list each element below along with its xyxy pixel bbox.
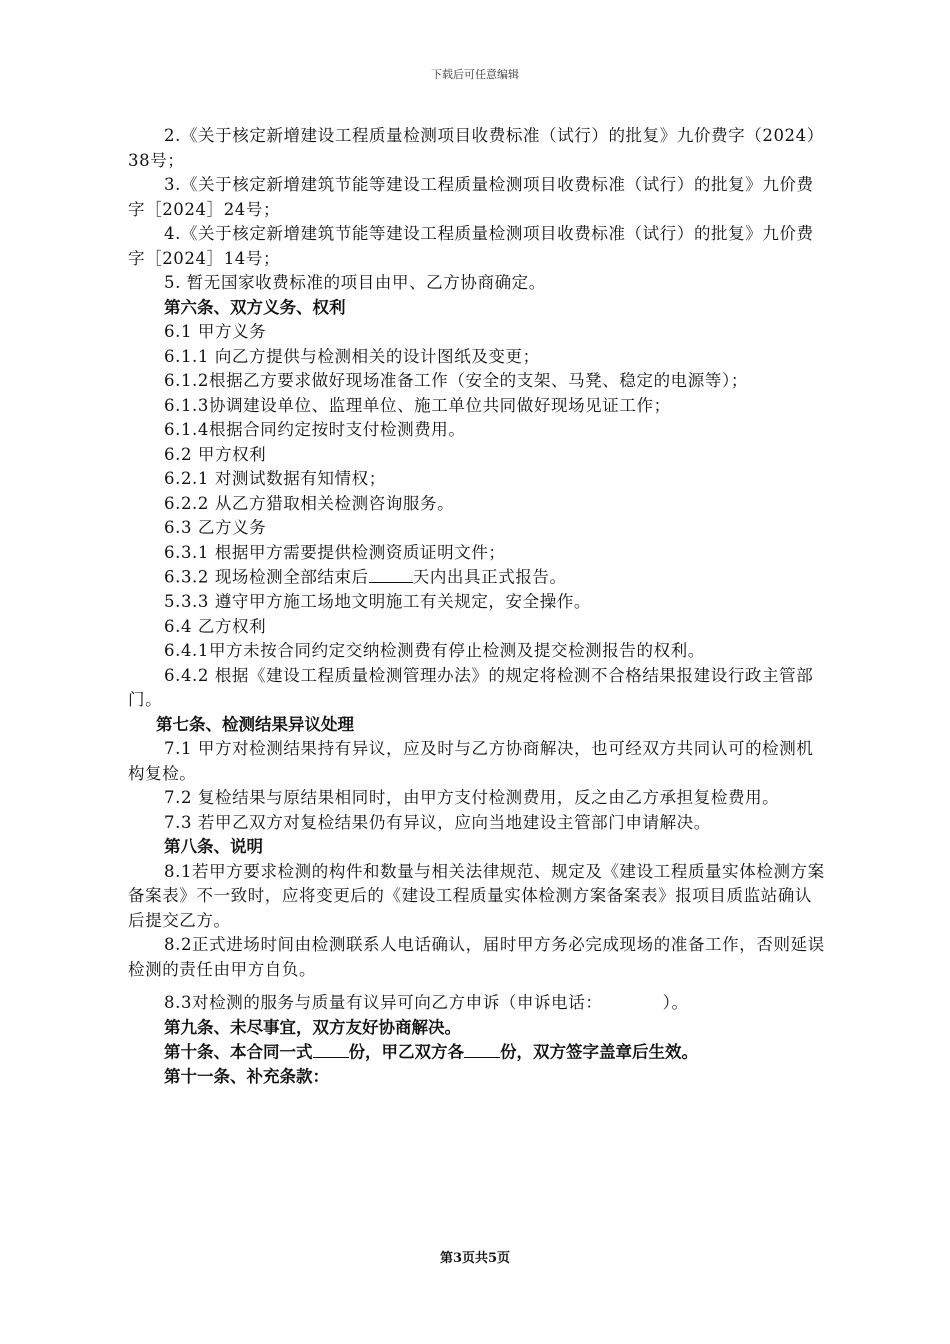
- article-11-heading: 第十一条、补充条款：: [164, 1067, 329, 1086]
- section-6-4-2: 6.4.2 根据《建设工程质量检测管理办法》的规定将检测不合格结果报建设行政主管部门。: [128, 665, 814, 709]
- article-10-heading: [128, 1040, 828, 1065]
- section-6-1-3: 6.1.3协调建设单位、监理单位、施工单位共同做好现场见证工作；: [164, 395, 671, 415]
- section-6-4: 6.4 乙方权利: [164, 616, 267, 636]
- section-6-3-2-text-b: 天内出具正式报告。: [412, 567, 567, 587]
- section-5-3-3: 5.3.3 遵守甲方施工场地文明施工有关规定，安全操作。: [164, 592, 592, 611]
- section-6-1-1: 6.1.1 向乙方提供与检测相关的设计图纸及变更；: [164, 346, 540, 366]
- article-10-text-b: 份，甲乙双方各: [348, 1042, 464, 1062]
- article-7-heading: 第七条、检测结果异议处理: [156, 714, 354, 734]
- page-footer: 第3页共5页: [439, 1251, 511, 1266]
- article-9-heading: 第九条、未尽事宜，双方友好协商解决。: [164, 1017, 461, 1037]
- section-6-1: 6.1 甲方义务: [164, 322, 267, 341]
- section-6-3-2: [128, 565, 828, 590]
- clause-ref-2: 2.《关于核定新增建设工程质量检测项目收费标准（试行）的批复》九价费字（2024）38号；: [128, 126, 824, 170]
- clause-ref-5: 5. 暂无国家收费标准的项目由甲、乙方协商确定。: [164, 273, 546, 292]
- section-8-2: 8.2正式进场时间由检测联系人电话确认，届时甲方务必完成现场的准备工作，否则延误检测的责任由甲方自负。: [128, 935, 825, 979]
- document-body: [128, 124, 828, 1090]
- section-7-2: 7.2 复检结果与原结果相同时，由甲方支付检测费用，反之由乙方承担复检费用。: [164, 788, 780, 807]
- section-6-2-2: 6.2.2 从乙方猎取相关检测咨询服务。: [164, 493, 455, 513]
- section-7-1: 7.1 甲方对检测结果持有异议，应及时与乙方协商解决，也可经双方共同认可的检测机构复检。: [128, 739, 814, 783]
- spacer: [128, 982, 828, 991]
- clause-ref-3: 3.《关于核定新增建筑节能等建设工程质量检测项目收费标准（试行）的批复》九价费字［2024］24号；: [128, 175, 814, 219]
- article-6-heading: 第六条、双方义务、权利: [164, 297, 346, 317]
- section-6-4-1: 6.4.1甲方未按合同约定交纳检测费有停止检测及提交检测报告的权利。: [164, 641, 705, 660]
- section-6-3: 6.3 乙方义务: [164, 518, 267, 537]
- section-6-3-1: 6.3.1 根据甲方需要提供检测资质证明文件；: [164, 542, 506, 562]
- article-8-heading: 第八条、说明: [164, 837, 263, 856]
- days-blank: [369, 565, 413, 583]
- section-6-3-2-text-a: 6.3.2 现场检测全部结束后: [164, 567, 369, 587]
- article-10-text-a: 第十条、本合同一式: [164, 1042, 313, 1062]
- article-10-text-c: 份，双方签字盖章后生效。: [500, 1042, 698, 1062]
- section-6-2-1: 6.2.1 对测试数据有知情权；: [164, 469, 386, 488]
- each-copies-blank: [464, 1040, 500, 1058]
- page-header: 下载后可任意编辑: [431, 68, 519, 81]
- clause-ref-4: 4.《关于核定新增建筑节能等建设工程质量检测项目收费标准（试行）的批复》九价费字［2024］14号；: [128, 224, 814, 268]
- section-7-3: 7.3 若甲乙双方对复检结果仍有异议，应向当地建设主管部门申请解决。: [164, 812, 711, 832]
- section-6-2: 6.2 甲方权利: [164, 444, 267, 464]
- section-8-3: 8.3对检测的服务与质量有议异可向乙方申诉（申诉电话： ）。: [164, 993, 689, 1012]
- section-6-1-4: 6.1.4根据合同约定按时支付检测费用。: [164, 420, 466, 439]
- copies-blank: [313, 1040, 349, 1058]
- section-8-1: 8.1若甲方要求检测的构件和数量与相关法律规范、规定及《建设工程质量实体检测方案备案表》不一致时，应将变更后的《建设工程质量实体检测方案备案表》报项目质监站确认后提交乙方。: [128, 861, 825, 930]
- section-6-1-2: 6.1.2根据乙方要求做好现场准备工作（安全的支架、马凳、稳定的电源等）；: [164, 371, 748, 390]
